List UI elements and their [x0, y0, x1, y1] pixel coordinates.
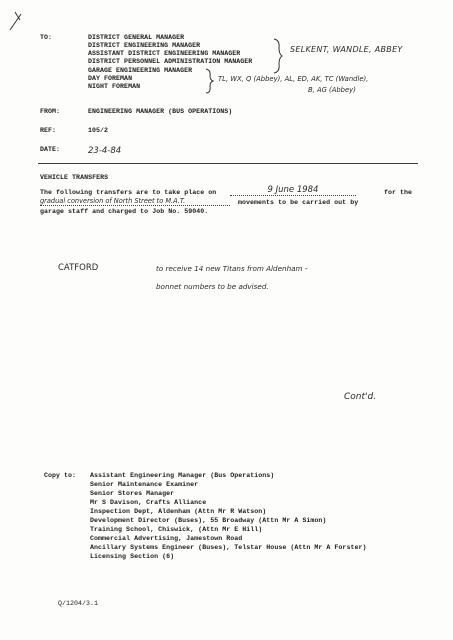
handwritten-note-line2: bonnet numbers to be advised. — [156, 282, 269, 291]
date-label: DATE: — [40, 146, 61, 153]
date-value: 23-4-84 — [88, 146, 122, 156]
copy-recipient-1: Assistant Engineering Manager (Bus Operations) — [90, 472, 275, 479]
to-label: TO: — [40, 34, 53, 41]
from-value: ENGINEERING MANAGER (BUS OPERATIONS) — [88, 108, 233, 115]
to-recipient-2: DISTRICT ENGINEERING MANAGER — [88, 42, 201, 49]
continued-note: Cont'd. — [344, 392, 377, 402]
transfer-date: 9 June 1984 — [230, 185, 356, 196]
copy-recipient-10: Licensing Section (6) — [90, 553, 175, 560]
subject-heading: VEHICLE TRANSFERS — [40, 174, 109, 181]
handwritten-garages-line1: TL, WX, Q (Abbey), AL, ED, AK, TC (Wandle), — [218, 75, 369, 83]
brace-1-icon — [272, 38, 284, 74]
paragraph-line1-end: for the — [384, 189, 413, 196]
to-recipient-7: NIGHT FOREMAN — [88, 83, 141, 90]
copy-recipient-7: Training School, Chiswick, (Attn Mr E Hill) — [90, 526, 263, 533]
copy-recipient-3: Senior Stores Manager — [90, 490, 175, 497]
handwritten-note-line1: to receive 14 new Titans from Aldenham - — [156, 264, 308, 273]
to-recipient-5: GARAGE ENGINEERING MANAGER — [88, 67, 193, 74]
pen-mark-icon — [6, 8, 28, 34]
garage-catford: CATFORD — [58, 263, 99, 273]
handwritten-reason: gradual conversion of North Street to M.A.T. — [40, 197, 230, 206]
form-code: Q/1204/3.1 — [58, 600, 99, 607]
ref-value: 105/2 — [88, 127, 109, 134]
copy-recipient-5: Inspection Dept, Aldenham (Attn Mr R Watson) — [90, 508, 267, 515]
copy-recipient-9: Ancillary Systems Engineer (Buses), Telstar House (Attn Mr A Forster) — [90, 544, 367, 551]
header-divider — [38, 163, 418, 164]
brace-2-icon — [204, 68, 214, 94]
from-label: FROM: — [40, 108, 61, 115]
handwritten-garages-line2: B, AG (Abbey) — [308, 86, 356, 94]
ref-label: REF: — [40, 127, 57, 134]
to-recipient-4: DISTRICT PERSONNEL ADMINISTRATION MANAGER — [88, 58, 253, 65]
to-recipient-1: DISTRICT GENERAL MANAGER — [88, 34, 185, 41]
paragraph-line3: garage staff and charged to Job No. 59040. — [40, 208, 209, 215]
copy-recipient-8: Commercial Advertising, Jamestown Road — [90, 535, 243, 542]
to-recipient-6: DAY FOREMAN — [88, 75, 133, 82]
copy-recipient-4: Mr S Davison, Crafts Alliance — [90, 499, 207, 506]
handwritten-districts: SELKENT, WANDLE, ABBEY — [290, 45, 403, 54]
paragraph-line1-start: The following transfers are to take place on — [40, 189, 217, 196]
copy-recipient-2: Senior Maintenance Examiner — [90, 481, 199, 488]
to-recipient-3: ASSISTANT DISTRICT ENGINEERING MANAGER — [88, 50, 241, 57]
copy-recipient-6: Development Director (Buses), 55 Broadway (Attn Mr A Simon) — [90, 517, 327, 524]
paragraph-line2-end: movements to be carried out by — [238, 199, 359, 206]
copy-to-label: Copy to: — [44, 472, 77, 479]
